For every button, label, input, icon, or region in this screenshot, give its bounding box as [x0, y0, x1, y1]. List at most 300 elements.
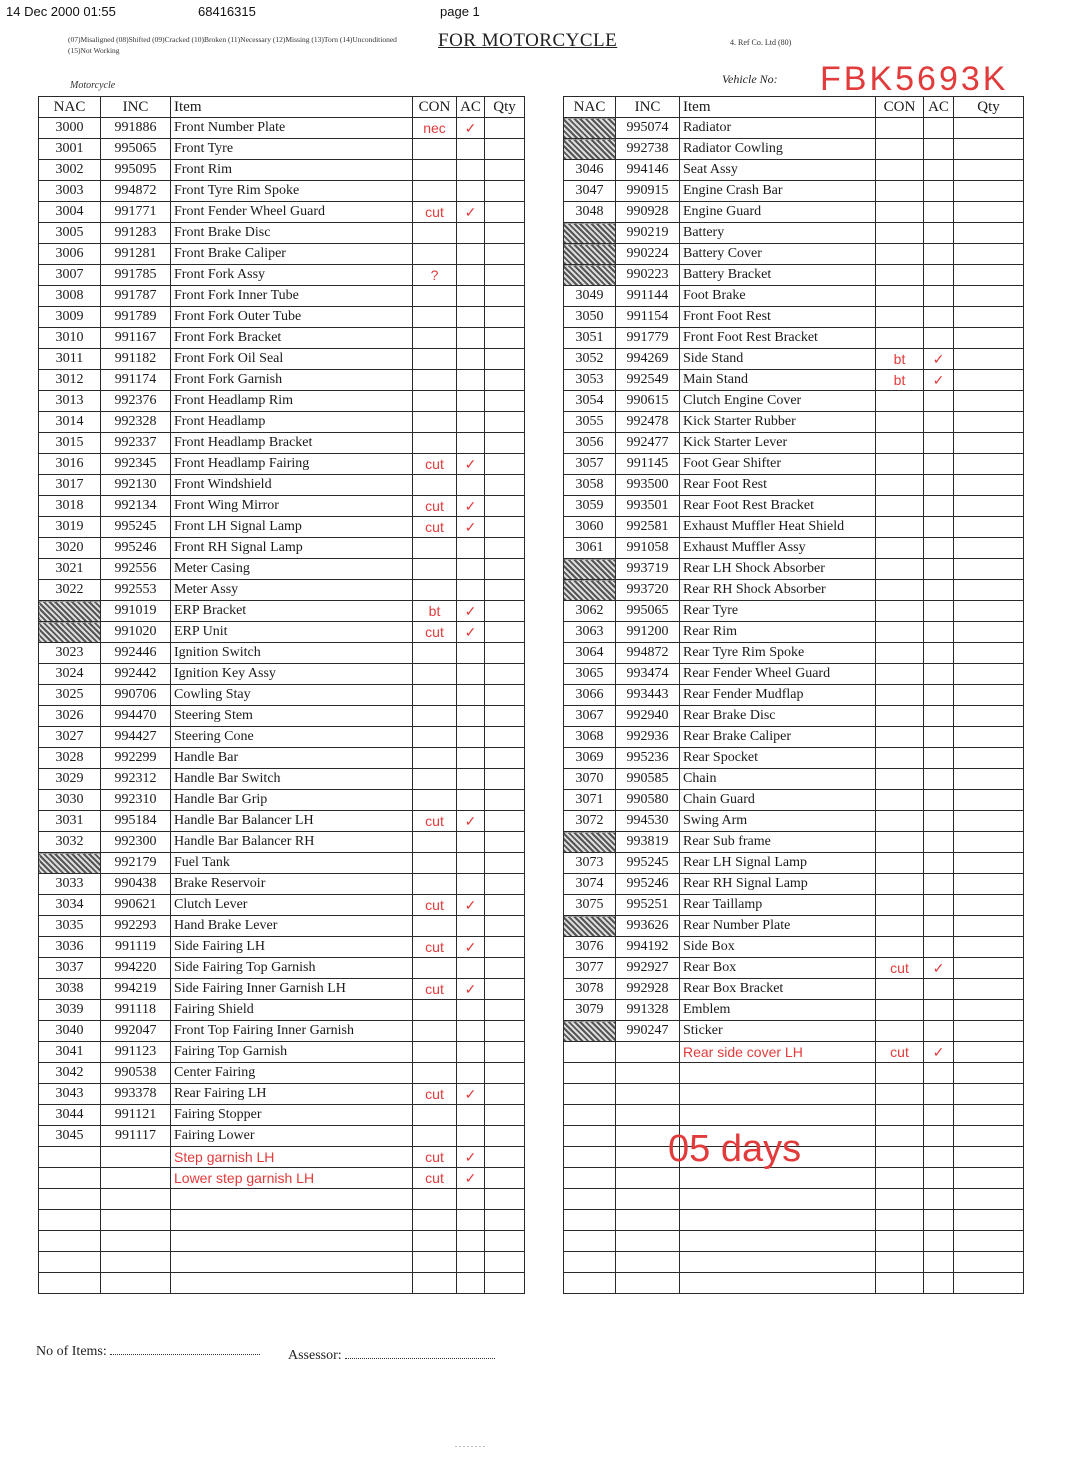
table-row: [564, 1063, 1024, 1084]
cell-ac: [457, 1231, 485, 1252]
cell-nac: 3012: [39, 370, 101, 391]
cell-item: Rear side cover LH: [680, 1042, 876, 1063]
cell-item: Side Fairing LH: [171, 937, 413, 958]
cell-ac: ✓: [457, 937, 485, 958]
cell-con: cut: [876, 1042, 924, 1063]
table-row: [564, 412, 1024, 433]
cell-ac: [457, 769, 485, 790]
cell-qty: [954, 475, 1024, 496]
table-row: [564, 874, 1024, 895]
cell-nac: 3075: [564, 895, 616, 916]
cell-inc: 993719: [616, 559, 680, 580]
cell-item: Exhaust Muffler Heat Shield: [680, 517, 876, 538]
cell-item: Hand Brake Lever: [171, 916, 413, 937]
cell-ac: [924, 1000, 954, 1021]
cell-inc: 994872: [616, 643, 680, 664]
cell-con: [876, 895, 924, 916]
cell-item: Sticker: [680, 1021, 876, 1042]
cell-inc: 990224: [616, 244, 680, 265]
cell-item: Handle Bar: [171, 748, 413, 769]
cell-con: [876, 391, 924, 412]
table-row: [39, 370, 525, 391]
table-row: [39, 433, 525, 454]
cell-ac: [924, 790, 954, 811]
cell-nac: [564, 1084, 616, 1105]
cell-qty: [485, 1000, 525, 1021]
cell-con: [876, 727, 924, 748]
cell-inc: 992442: [101, 664, 171, 685]
cell-inc: 994146: [616, 160, 680, 181]
cell-inc: [616, 1210, 680, 1231]
cell-qty: [485, 202, 525, 223]
cell-nac: [39, 1252, 101, 1273]
cell-con: cut: [413, 622, 457, 643]
table-row: [564, 580, 1024, 601]
cell-item: [680, 1231, 876, 1252]
cell-nac: 3027: [39, 727, 101, 748]
cell-inc: 993443: [616, 685, 680, 706]
cell-ac: [457, 580, 485, 601]
cell-ac: [457, 160, 485, 181]
cell-con: [413, 832, 457, 853]
cell-ac: ✓: [457, 979, 485, 1000]
cell-item: Front Tyre Rim Spoke: [171, 181, 413, 202]
table-row: [564, 1000, 1024, 1021]
cell-con: nec: [413, 118, 457, 139]
cell-con: [876, 622, 924, 643]
assessor-field: [288, 1348, 495, 1364]
cell-con: [876, 706, 924, 727]
cell-nac: 3006: [39, 244, 101, 265]
cell-item: Rear Sub frame: [680, 832, 876, 853]
cell-inc: 990219: [616, 223, 680, 244]
cell-qty: [954, 643, 1024, 664]
cell-ac: [457, 286, 485, 307]
cell-item: Seat Assy: [680, 160, 876, 181]
cell-nac: 3018: [39, 496, 101, 517]
table-row: [564, 601, 1024, 622]
cell-nac: 3069: [564, 748, 616, 769]
cell-ac: [457, 559, 485, 580]
table-row: [39, 1168, 525, 1189]
cell-con: bt: [876, 349, 924, 370]
table-row: [39, 1084, 525, 1105]
cell-con: [876, 1210, 924, 1231]
cell-con: [413, 685, 457, 706]
cell-item: Rear LH Signal Lamp: [680, 853, 876, 874]
right-checklist-table: [563, 96, 1024, 1294]
cell-qty: [954, 811, 1024, 832]
cell-ac: [924, 559, 954, 580]
cell-nac: 3079: [564, 1000, 616, 1021]
cell-nac: 3061: [564, 538, 616, 559]
cell-inc: 990438: [101, 874, 171, 895]
cell-nac: 3058: [564, 475, 616, 496]
cell-con: [876, 1000, 924, 1021]
cell-inc: 993500: [616, 475, 680, 496]
cell-ac: ✓: [457, 1084, 485, 1105]
cell-qty: [954, 958, 1024, 979]
cell-item: Radiator: [680, 118, 876, 139]
cell-nac: 3041: [39, 1042, 101, 1063]
cell-con: [413, 1252, 457, 1273]
cell-item: [680, 1252, 876, 1273]
cell-item: Rear Taillamp: [680, 895, 876, 916]
cell-con: [876, 160, 924, 181]
table-row: [39, 1231, 525, 1252]
table-row: [564, 118, 1024, 139]
cell-ac: [457, 1252, 485, 1273]
table-header-row: [564, 97, 1024, 118]
cell-nac: 3030: [39, 790, 101, 811]
cell-inc: 990928: [616, 202, 680, 223]
cell-nac: [564, 139, 616, 160]
cell-con: [413, 1000, 457, 1021]
cell-qty: [485, 790, 525, 811]
cell-item: Rear Box: [680, 958, 876, 979]
table-row: [564, 1084, 1024, 1105]
cell-nac: [564, 1252, 616, 1273]
cell-qty: [485, 664, 525, 685]
cell-con: cut: [413, 937, 457, 958]
cell-qty: [954, 916, 1024, 937]
table-row: [39, 790, 525, 811]
cell-con: [876, 937, 924, 958]
cell-ac: ✓: [457, 811, 485, 832]
cell-qty: [954, 496, 1024, 517]
table-row: [39, 1189, 525, 1210]
cell-nac: 3055: [564, 412, 616, 433]
table-row: [564, 958, 1024, 979]
cell-item: [171, 1273, 413, 1294]
cell-con: [413, 1105, 457, 1126]
cell-inc: 991144: [616, 286, 680, 307]
cell-item: Clutch Engine Cover: [680, 391, 876, 412]
cell-ac: [924, 580, 954, 601]
cell-inc: 992549: [616, 370, 680, 391]
cell-inc: 991886: [101, 118, 171, 139]
cell-item: Meter Assy: [171, 580, 413, 601]
cell-con: [876, 979, 924, 1000]
cell-item: Swing Arm: [680, 811, 876, 832]
cell-inc: 995246: [101, 538, 171, 559]
days-note: 05 days: [668, 1128, 802, 1170]
cell-con: [876, 643, 924, 664]
cell-inc: 991174: [101, 370, 171, 391]
cell-ac: ✓: [457, 1147, 485, 1168]
cell-con: [413, 286, 457, 307]
table-row: [564, 307, 1024, 328]
cell-con: bt: [413, 601, 457, 622]
cell-con: [413, 475, 457, 496]
condition-legend: (07)Misaligned (08)Shifted (09)Cracked (10)Broken (11)Necessary (12)Missing (13)Torn (14)Unconditioned (15)Not Working: [68, 35, 397, 55]
cell-item: Rear Spocket: [680, 748, 876, 769]
cell-nac: 3054: [564, 391, 616, 412]
cell-nac: 3007: [39, 265, 101, 286]
cell-qty: [954, 622, 1024, 643]
cell-nac: 3037: [39, 958, 101, 979]
cell-qty: [954, 433, 1024, 454]
cell-ac: [924, 139, 954, 160]
cell-con: [876, 580, 924, 601]
cell-nac: 3014: [39, 412, 101, 433]
cell-item: Rear Fairing LH: [171, 1084, 413, 1105]
table-row: [39, 622, 525, 643]
cell-ac: [457, 916, 485, 937]
cell-item: Brake Reservoir: [171, 874, 413, 895]
cell-qty: [485, 1189, 525, 1210]
cell-item: Foot Brake: [680, 286, 876, 307]
cell-qty: [485, 811, 525, 832]
cell-ac: [457, 433, 485, 454]
table-row: [39, 1126, 525, 1147]
cell-item: Side Fairing Inner Garnish LH: [171, 979, 413, 1000]
table-row: [564, 748, 1024, 769]
cell-con: bt: [876, 370, 924, 391]
cell-qty: [954, 328, 1024, 349]
cell-inc: [616, 1084, 680, 1105]
cell-ac: ✓: [924, 370, 954, 391]
cell-ac: ✓: [457, 601, 485, 622]
cell-con: [876, 748, 924, 769]
cell-nac: 3036: [39, 937, 101, 958]
cell-ac: [924, 391, 954, 412]
table-row: [39, 517, 525, 538]
cell-inc: 991154: [616, 307, 680, 328]
cell-inc: [616, 1063, 680, 1084]
cell-con: cut: [413, 895, 457, 916]
cell-ac: ✓: [457, 118, 485, 139]
cell-item: Front Headlamp: [171, 412, 413, 433]
cell-con: cut: [413, 496, 457, 517]
table-row: [564, 433, 1024, 454]
cell-nac: [564, 1105, 616, 1126]
cell-nac: 3033: [39, 874, 101, 895]
cell-inc: 993501: [616, 496, 680, 517]
cell-inc: 994427: [101, 727, 171, 748]
table-row: [39, 223, 525, 244]
cell-qty: [485, 622, 525, 643]
cell-inc: [616, 1105, 680, 1126]
table-row: [39, 559, 525, 580]
cell-nac: 3044: [39, 1105, 101, 1126]
cell-ac: [924, 286, 954, 307]
cell-item: [680, 1105, 876, 1126]
cell-con: [876, 202, 924, 223]
cell-qty: [485, 307, 525, 328]
cell-item: Handle Bar Grip: [171, 790, 413, 811]
cell-qty: [485, 139, 525, 160]
cell-ac: [457, 412, 485, 433]
table-row: [39, 937, 525, 958]
cell-ac: ✓: [457, 454, 485, 475]
cell-qty: [485, 160, 525, 181]
table-row: [39, 706, 525, 727]
cell-qty: [485, 1210, 525, 1231]
cell-nac: 3047: [564, 181, 616, 202]
cell-con: [876, 1063, 924, 1084]
cell-inc: 992299: [101, 748, 171, 769]
cell-inc: [616, 1252, 680, 1273]
cell-nac: 3053: [564, 370, 616, 391]
cell-nac: 3070: [564, 769, 616, 790]
cell-item: Front Fender Wheel Guard: [171, 202, 413, 223]
scan-artifact-text: ........: [455, 1440, 487, 1449]
cell-item: Front Foot Rest: [680, 307, 876, 328]
table-header-row: [39, 97, 525, 118]
cell-qty: [954, 118, 1024, 139]
cell-qty: [954, 1252, 1024, 1273]
cell-nac: [564, 1273, 616, 1294]
cell-item: Chain: [680, 769, 876, 790]
cell-qty: [485, 454, 525, 475]
table-row: [564, 1252, 1024, 1273]
cell-con: [876, 1126, 924, 1147]
cell-qty: [954, 1084, 1024, 1105]
cell-item: Steering Cone: [171, 727, 413, 748]
cell-qty: [954, 265, 1024, 286]
cell-qty: [954, 1126, 1024, 1147]
cell-con: [413, 853, 457, 874]
cell-item: Rear Fender Mudflap: [680, 685, 876, 706]
cell-ac: [924, 811, 954, 832]
table-row: [39, 1210, 525, 1231]
cell-nac: 3073: [564, 853, 616, 874]
cell-qty: [954, 517, 1024, 538]
table-row: [39, 328, 525, 349]
cell-inc: 992936: [616, 727, 680, 748]
cell-qty: [485, 1084, 525, 1105]
cell-con: [876, 223, 924, 244]
cell-con: [876, 496, 924, 517]
cell-con: [413, 643, 457, 664]
cell-qty: [954, 349, 1024, 370]
table-row: [39, 1273, 525, 1294]
cell-item: Front Fork Bracket: [171, 328, 413, 349]
cell-nac: 3052: [564, 349, 616, 370]
cell-item: Meter Casing: [171, 559, 413, 580]
cell-con: cut: [413, 1147, 457, 1168]
cell-item: Kick Starter Lever: [680, 433, 876, 454]
cell-con: [876, 328, 924, 349]
vehicle-label: Vehicle No:: [722, 72, 778, 86]
cell-ac: [457, 1063, 485, 1084]
cell-con: [413, 1126, 457, 1147]
cell-nac: [564, 1021, 616, 1042]
cell-qty: [954, 979, 1024, 1000]
cell-nac: 3022: [39, 580, 101, 601]
cell-con: cut: [413, 1084, 457, 1105]
cell-ac: [924, 1231, 954, 1252]
cell-ac: [924, 307, 954, 328]
cell-inc: 991117: [101, 1126, 171, 1147]
cell-ac: [924, 118, 954, 139]
cell-con: [876, 832, 924, 853]
col-item: Item: [680, 97, 876, 118]
cell-con: ?: [413, 265, 457, 286]
assessor-label: Assessor:: [288, 1348, 342, 1363]
cell-con: [413, 958, 457, 979]
cell-ac: [924, 937, 954, 958]
cell-inc: 992446: [101, 643, 171, 664]
cell-ac: [924, 916, 954, 937]
col-qty: Qty: [485, 97, 525, 118]
cell-inc: 991123: [101, 1042, 171, 1063]
cell-inc: 991118: [101, 1000, 171, 1021]
cell-inc: 991283: [101, 223, 171, 244]
cell-item: Rear Fender Wheel Guard: [680, 664, 876, 685]
cell-item: Fuel Tank: [171, 853, 413, 874]
cell-nac: [564, 916, 616, 937]
cell-item: Rear Tyre Rim Spoke: [680, 643, 876, 664]
table-row: [564, 664, 1024, 685]
cell-ac: [924, 265, 954, 286]
cell-ac: [924, 181, 954, 202]
cell-con: [413, 160, 457, 181]
table-row: [39, 1105, 525, 1126]
cell-nac: 3063: [564, 622, 616, 643]
cell-nac: [564, 223, 616, 244]
cell-inc: 991281: [101, 244, 171, 265]
cell-item: Fairing Lower: [171, 1126, 413, 1147]
cell-qty: [954, 181, 1024, 202]
cell-ac: [924, 601, 954, 622]
cell-qty: [954, 748, 1024, 769]
cell-qty: [954, 937, 1024, 958]
table-row: [564, 223, 1024, 244]
cell-qty: [485, 328, 525, 349]
cell-con: [876, 286, 924, 307]
cell-con: [876, 853, 924, 874]
cell-nac: [39, 1273, 101, 1294]
cell-nac: 3039: [39, 1000, 101, 1021]
table-row: [39, 643, 525, 664]
cell-nac: 3046: [564, 160, 616, 181]
cell-qty: [485, 391, 525, 412]
cell-inc: 992328: [101, 412, 171, 433]
cell-nac: 3005: [39, 223, 101, 244]
table-row: [39, 1042, 525, 1063]
table-row: [564, 937, 1024, 958]
cell-item: Center Fairing: [171, 1063, 413, 1084]
cell-nac: [39, 1189, 101, 1210]
cell-item: Exhaust Muffler Assy: [680, 538, 876, 559]
cell-item: Front Rim: [171, 160, 413, 181]
cell-qty: [954, 454, 1024, 475]
col-inc: INC: [101, 97, 171, 118]
cell-qty: [485, 937, 525, 958]
table-row: [39, 895, 525, 916]
cell-item: Front RH Signal Lamp: [171, 538, 413, 559]
table-row: [564, 202, 1024, 223]
table-row: [564, 727, 1024, 748]
table-row: [39, 286, 525, 307]
cell-inc: 992581: [616, 517, 680, 538]
cell-qty: [954, 391, 1024, 412]
table-row: [39, 580, 525, 601]
cell-ac: [924, 1063, 954, 1084]
cell-qty: [954, 1042, 1024, 1063]
cell-nac: 3066: [564, 685, 616, 706]
cell-con: [413, 181, 457, 202]
cell-nac: [564, 1126, 616, 1147]
cell-ac: [457, 223, 485, 244]
cell-con: [876, 811, 924, 832]
cell-qty: [485, 832, 525, 853]
cell-item: Main Stand: [680, 370, 876, 391]
cell-ac: [924, 475, 954, 496]
cell-con: [876, 538, 924, 559]
